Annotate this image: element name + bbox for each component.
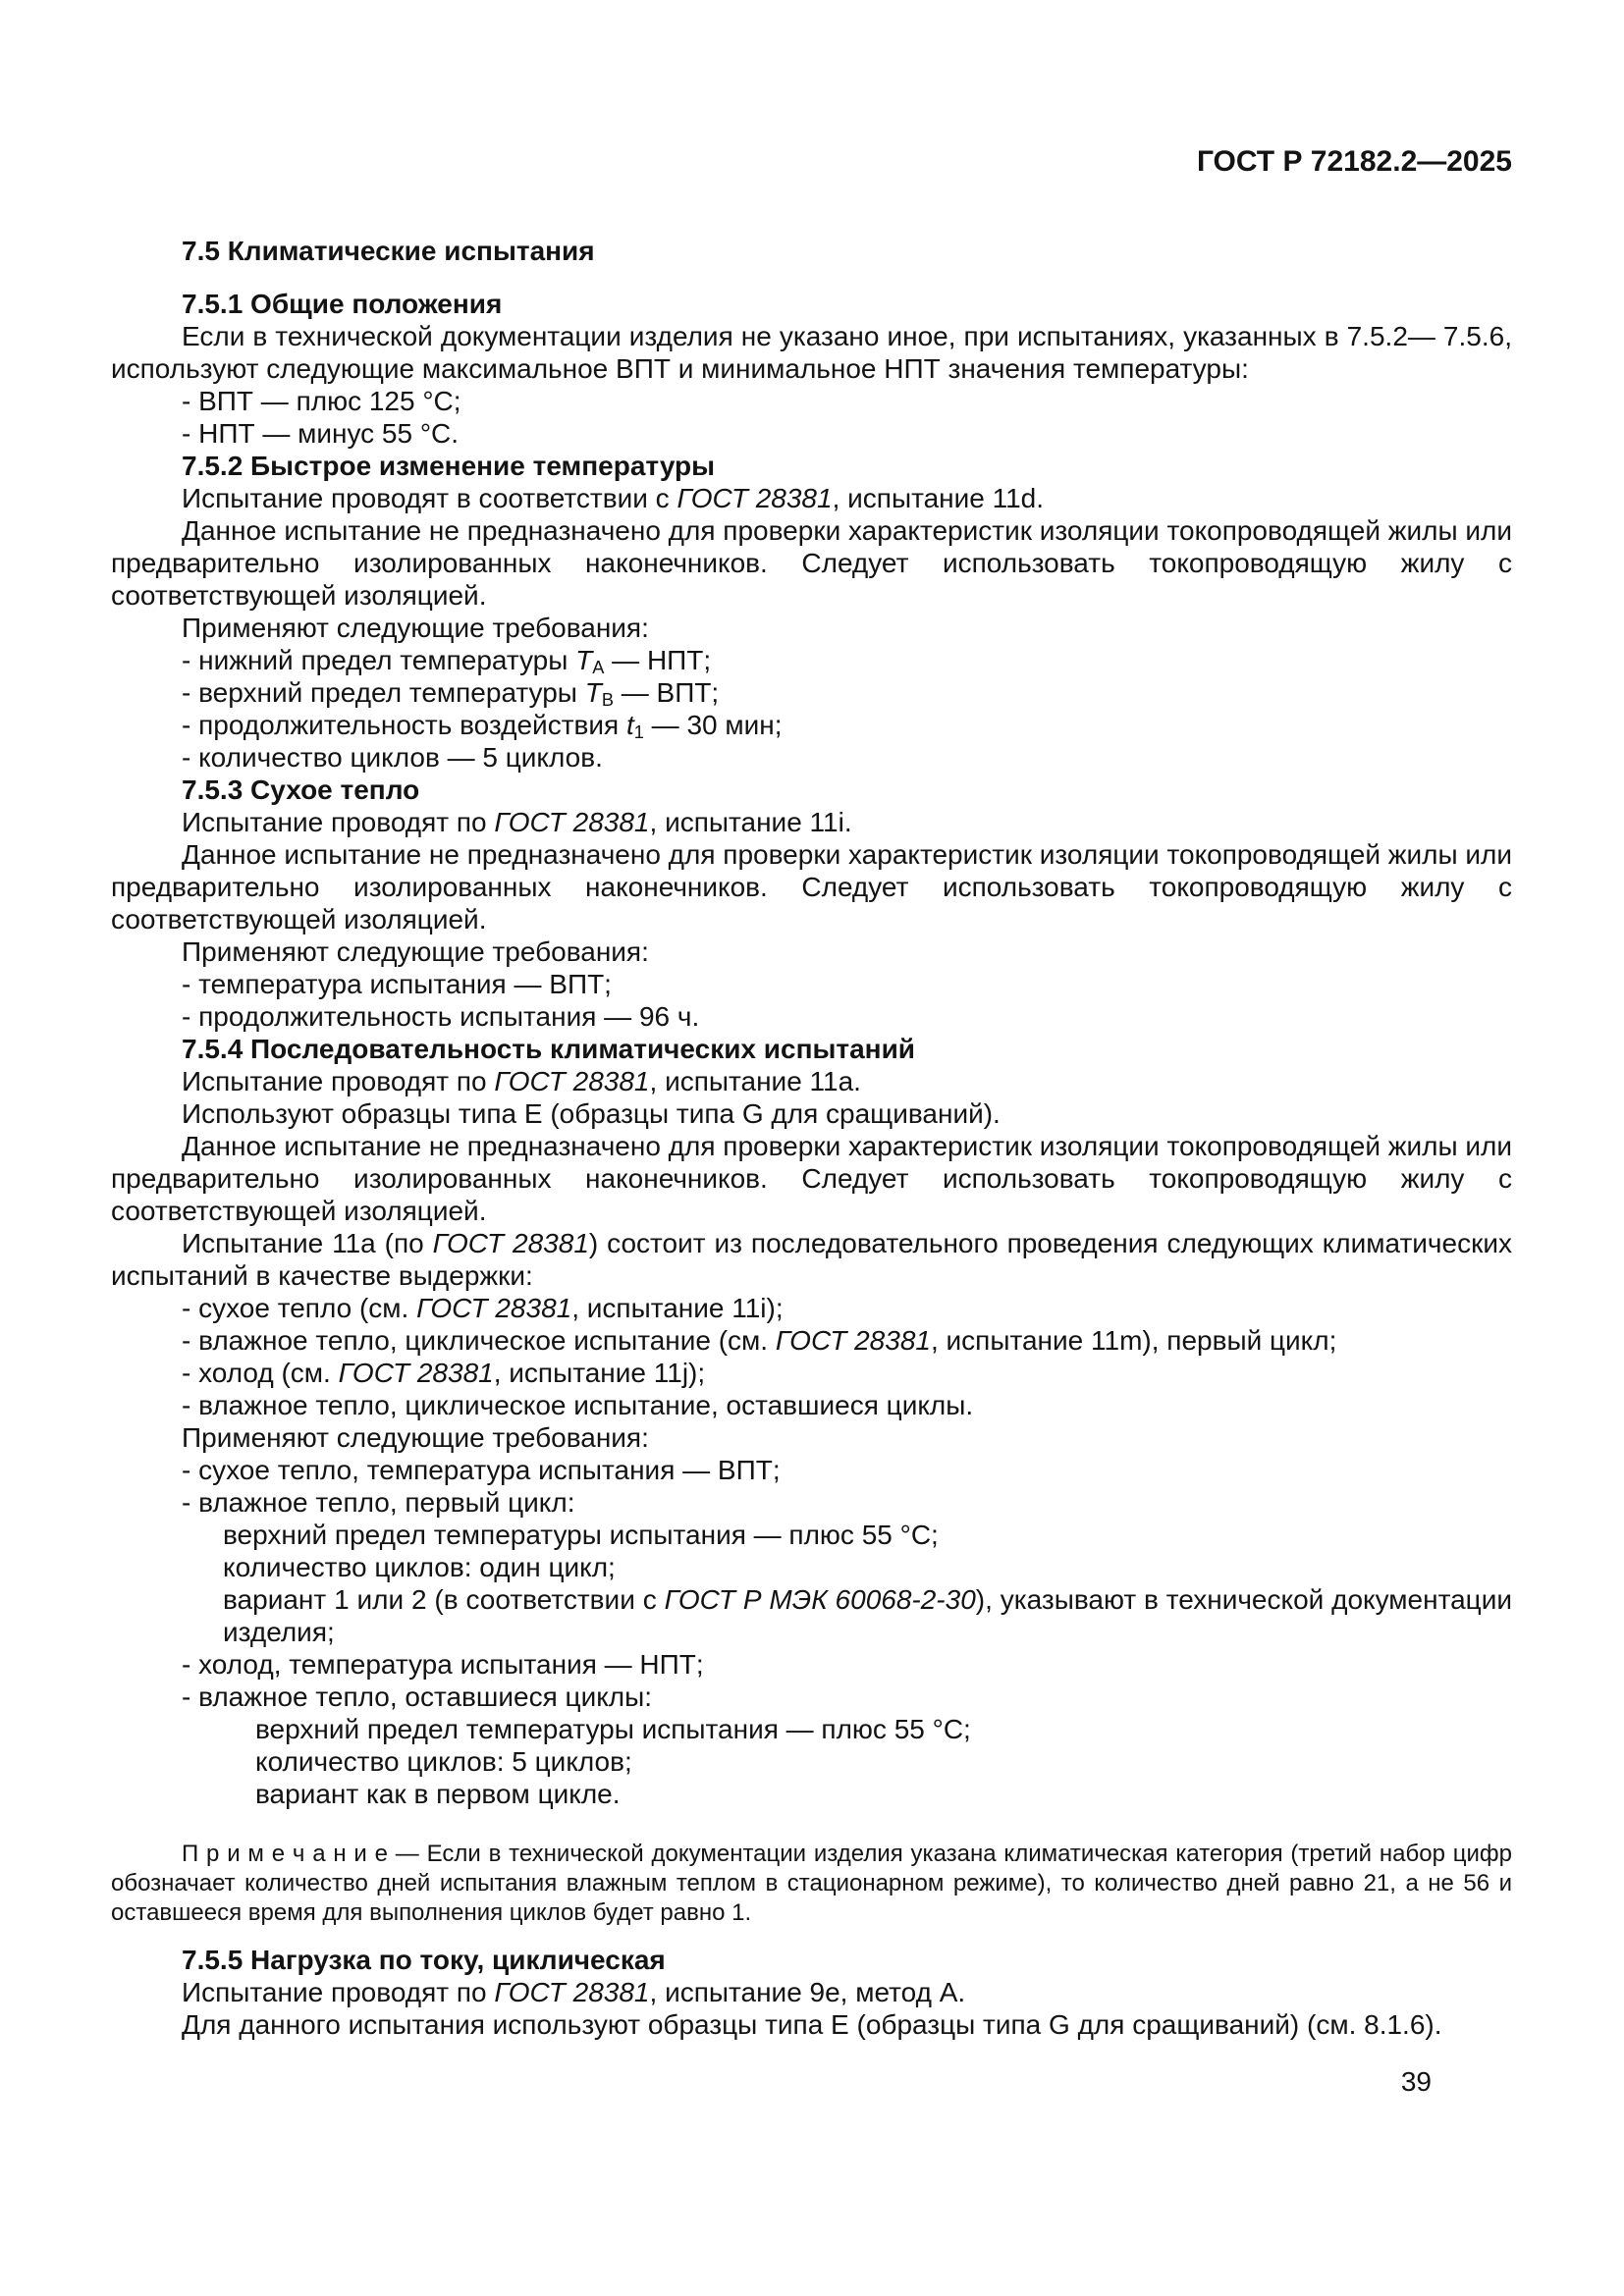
list-item: - холод, температура испытания — НПТ; [182, 1649, 704, 1680]
sub-list-item: вариант 1 или 2 (в соответствии с ГОСТ Р МЭК 60068-2-30), указывают в технической документации изделия; [223, 1584, 1512, 1647]
document-header-designation: ГОСТ Р 72182.2—2025 [1196, 145, 1512, 178]
paragraph: Данное испытание не предназначено для проверки характеристик изоляции токопроводящей жилы или предварительно изолированных наконечников. Следует использовать токопроводящую жилу с соответствующей изоляцией. [111, 515, 1512, 611]
paragraph: Используют образцы типа E (образцы типа G для сращиваний). [182, 1098, 1001, 1129]
section-heading: 7.5.2 Быстрое изменение температуры [182, 451, 716, 481]
paragraph: Данное испытание не предназначено для проверки характеристик изоляции токопроводящей жилы или предварительно изолированных наконечников. Следует использовать токопроводящую жилу с соответствующей изоляцией. [111, 1131, 1512, 1226]
sub-list-item: вариант как в первом цикле. [255, 1779, 621, 1809]
sub-list-item: верхний предел температуры испытания — плюс 55 °С; [255, 1714, 971, 1744]
list-item: - количество циклов — 5 циклов. [182, 742, 603, 773]
paragraph: Испытание проводят в соответствии с ГОСТ 28381, испытание 11d. [182, 483, 1045, 513]
list-item: - влажное тепло, циклическое испытание, оставшиеся циклы. [182, 1390, 974, 1420]
list-item: - продолжительность испытания — 96 ч. [182, 1001, 700, 1032]
paragraph: Применяют следующие требования: [182, 613, 649, 643]
list-item: - верхний предел температуры $T_B$ — ВПТ; [182, 677, 720, 710]
list-item: - ВПТ — плюс 125 °С; [182, 386, 461, 416]
section-heading: 7.5.3 Сухое тепло [182, 774, 420, 805]
page-number: 39 [1400, 2066, 1432, 2097]
sub-list-item: количество циклов: 5 циклов; [255, 1746, 632, 1777]
list-item: - НПТ — минус 55 °С. [182, 418, 460, 449]
list-item: - влажное тепло, оставшиеся циклы: [182, 1682, 653, 1712]
paragraph: Применяют следующие требования: [182, 1422, 649, 1453]
list-item: - сухое тепло, температура испытания — ВПТ; [182, 1455, 781, 1485]
note: П р и м е ч а н и е — Если в технической документации изделия указана климатическая категория (третий набор цифр обозначает количество дней испытания влажным теплом в стационарном режиме), то количество дней равно 21, а не 56 и оставшееся время для выполнения циклов будет равно 1. [111, 1841, 1512, 1926]
list-item: - температура испытания — ВПТ; [182, 969, 612, 999]
section-heading: 7.5.1 Общие положения [182, 289, 503, 319]
page-content [111, 0, 1512, 2041]
paragraph: Испытание проводят по ГОСТ 28381, испытание 11i. [182, 807, 852, 837]
sub-list-item: количество циклов: один цикл; [223, 1552, 616, 1582]
paragraph: Испытание проводят по ГОСТ 28381, испытание 9e, метод А. [182, 1977, 966, 2007]
list-item: - холод (см. ГОСТ 28381, испытание 11j); [182, 1358, 706, 1388]
section-heading: 7.5.5 Нагрузка по току, циклическая [182, 1945, 666, 1975]
paragraph: Для данного испытания используют образцы типа E (образцы типа G для сращиваний) (см. 8.1.6). [182, 2009, 1442, 2040]
paragraph: Испытание 11a (по ГОСТ 28381) состоит из последовательного проведения следующих климатических испытаний в качестве выдержки: [111, 1228, 1512, 1291]
list-item: - продолжительность воздействия $t_1$ — 30 мин; [182, 710, 783, 742]
list-item: - влажное тепло, первый цикл: [182, 1487, 575, 1518]
paragraph: Применяют следующие требования: [182, 936, 649, 967]
section-heading: 7.5 Климатические испытания [182, 236, 595, 266]
document-body [111, 235, 1512, 2041]
list-item: - влажное тепло, циклическое испытание (см. ГОСТ 28381, испытание 11m), первый цикл; [182, 1325, 1337, 1356]
list-item: - нижний предел температуры $T_A$ — НПТ; [182, 645, 712, 677]
paragraph: Данное испытание не предназначено для проверки характеристик изоляции токопроводящей жилы или предварительно изолированных наконечников. Следует использовать токопроводящую жилу с соответствующей изоляцией. [111, 839, 1512, 934]
list-item: - сухое тепло (см. ГОСТ 28381, испытание 11i); [182, 1293, 784, 1323]
paragraph: Испытание проводят по ГОСТ 28381, испытание 11a. [182, 1066, 861, 1096]
paragraph: Если в технической документации изделия не указано иное, при испытаниях, указанных в 7.5.2— 7.5.6, используют следующие максимальное ВПТ и минимальное НПТ значения температуры: [111, 321, 1512, 384]
section-heading: 7.5.4 Последовательность климатических испытаний [182, 1034, 916, 1064]
sub-list-item: верхний предел температуры испытания — плюс 55 °С; [223, 1520, 939, 1550]
